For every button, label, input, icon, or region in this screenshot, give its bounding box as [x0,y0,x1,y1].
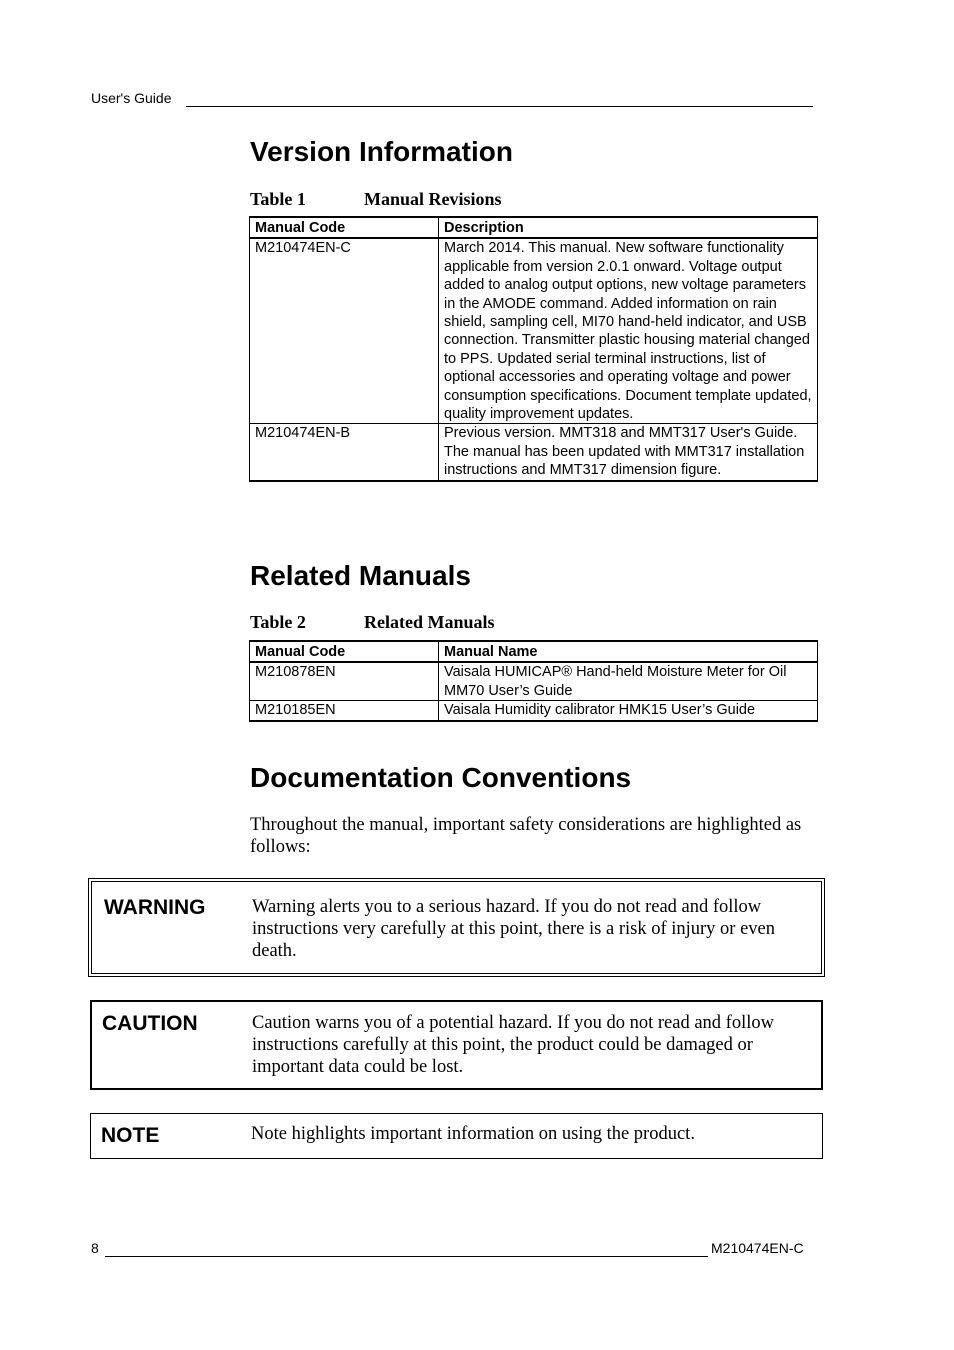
table-2-title: Related Manuals [364,612,495,632]
cell-manual-name: Vaisala Humidity calibrator HMK15 User’s Guide [439,701,818,721]
footer-rule [105,1256,708,1257]
running-header [91,90,171,106]
note-label: NOTE [101,1124,160,1147]
warning-box [88,878,825,977]
table-header-row [250,641,818,662]
column-header-description: Description [439,217,818,238]
cell-description: Previous version. MMT318 and MMT317 User's Guide. The manual has been updated with MMT317 installation instructions and MMT317 dimension figure. [439,424,818,481]
table-row [250,424,818,481]
table-row [250,238,818,424]
table-2-caption [250,612,495,633]
table-row [250,701,818,721]
heading-version-information: Version Information [250,136,513,167]
conventions-intro: Throughout the manual, important safety considerations are highlighted as follows: [250,815,802,857]
column-header-manual-code: Manual Code [250,217,439,238]
caution-box [90,1000,823,1090]
column-header-manual-code: Manual Code [250,641,439,662]
table-1-caption [250,189,502,210]
warning-text: Warning alerts you to a serious hazard. If you do not read and follow instructions very carefully at this point, there is a risk of injury or even death. [252,897,776,961]
table-1-title: Manual Revisions [364,189,502,209]
note-text: Note highlights important information on using the product. [251,1124,695,1144]
caution-label: CAUTION [102,1012,198,1035]
cell-manual-code: M210878EN [250,662,439,700]
note-box [90,1113,823,1159]
table-row [250,662,818,700]
cell-manual-code: M210474EN-B [250,424,439,481]
table-2-number: Table 2 [250,612,306,632]
cell-manual-code: M210185EN [250,701,439,721]
header-rule [186,106,813,107]
warning-label: WARNING [104,896,206,919]
manual-revisions-table [249,216,818,482]
related-manuals-table [249,640,818,722]
cell-manual-code: M210474EN-C [250,238,439,424]
table-header-row [250,217,818,238]
header-title: User's Guide [91,90,172,106]
cell-description: March 2014. This manual. New software functionality applicable from version 2.0.1 onward. Voltage output added to analog output options, new voltage parameters in the AMODE command. Added information on rain shield, sampling cell, MI70 hand-held indicator, and USB connection. Transmitter plastic housing material changed to PPS. Updated serial terminal instructions, list of optional accessories and operating voltage and power consumption specifications. Document template updated, quality improvement updates. [439,238,818,424]
table-1-number: Table 1 [250,189,306,209]
heading-related-manuals: Related Manuals [250,560,471,591]
cell-manual-name: Vaisala HUMICAP® Hand-held Moisture Meter for Oil MM70 User’s Guide [439,662,818,700]
footer-doc-code: M210474EN-C [711,1240,804,1256]
caution-text: Caution warns you of a potential hazard. If you do not read and follow instructions carefully at this point, the product could be damaged or important data could be lost. [252,1013,774,1077]
heading-documentation-conventions: Documentation Conventions [250,762,632,793]
page-number: 8 [91,1240,99,1256]
column-header-manual-name: Manual Name [439,641,818,662]
